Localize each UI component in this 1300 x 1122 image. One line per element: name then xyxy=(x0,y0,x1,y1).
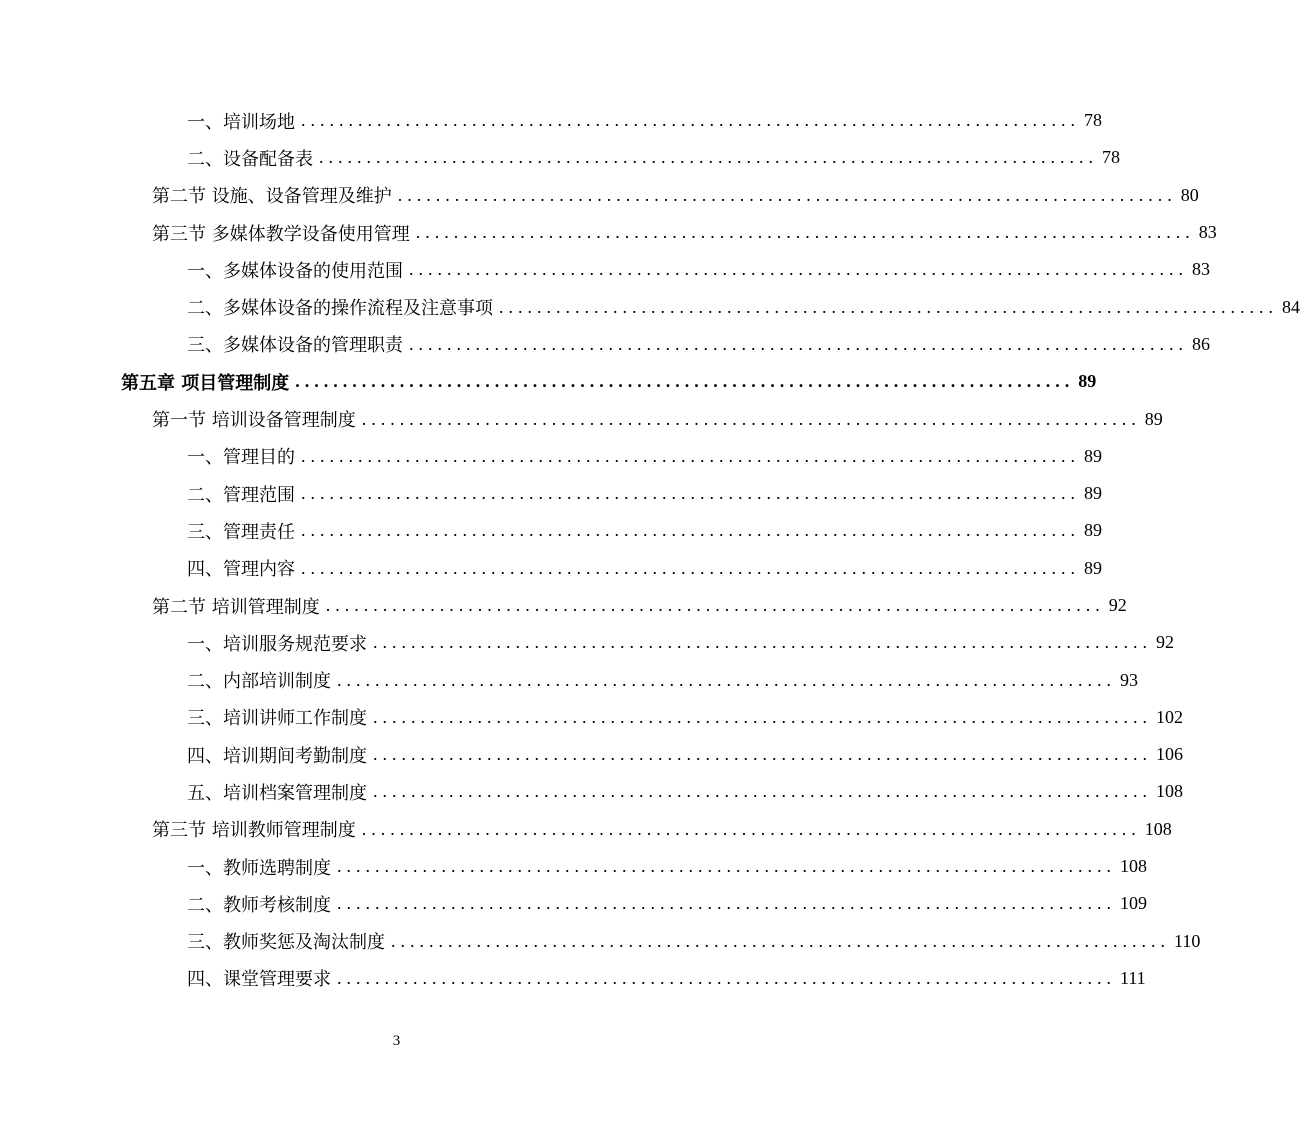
toc-entry[interactable] xyxy=(0,624,1174,661)
toc-entry-title: 第三节 培训教师管理制度 xyxy=(152,820,356,842)
dot-leader: .................................................................................. xyxy=(337,669,1116,690)
toc-entry-title: 第五章 项目管理制度 xyxy=(121,372,290,394)
toc-entry[interactable] xyxy=(0,923,1201,960)
toc-entry-title: 一、培训场地 xyxy=(187,111,295,133)
dot-leader: .................................................................................. xyxy=(409,333,1188,354)
toc-entry-title: 二、内部培训制度 xyxy=(187,671,331,693)
toc-entry-title: 二、多媒体设备的操作流程及注意事项 xyxy=(187,298,493,320)
toc-entry-title: 三、管理责任 xyxy=(187,521,295,543)
toc-entry-page: 108 xyxy=(1156,781,1183,802)
toc-entry[interactable] xyxy=(0,773,1183,810)
dot-leader: .................................................................................. xyxy=(319,147,1098,168)
toc-entry-page: 106 xyxy=(1156,744,1183,765)
dot-leader: .................................................................................. xyxy=(391,930,1170,951)
dot-leader: .................................................................................. xyxy=(397,184,1177,205)
toc-entry[interactable] xyxy=(0,960,1146,997)
toc-entry-title: 二、设备配备表 xyxy=(187,148,313,170)
toc-entry-page: 86 xyxy=(1192,333,1210,354)
toc-entry[interactable] xyxy=(0,438,1102,475)
toc-entry-title: 四、课堂管理要求 xyxy=(187,969,331,991)
toc-entry[interactable] xyxy=(0,811,1172,848)
dot-leader: .................................................................................. xyxy=(415,222,1195,243)
dot-leader: .................................................................................. xyxy=(373,781,1152,802)
dot-leader: .................................................................................. xyxy=(337,856,1116,877)
dot-leader: .................................................................................. xyxy=(373,706,1152,727)
toc-entry-page: 89 xyxy=(1084,445,1102,466)
toc-entry[interactable] xyxy=(0,848,1147,885)
dot-leader: .................................................................................. xyxy=(295,371,1075,392)
toc-entry-page: 93 xyxy=(1120,669,1138,690)
toc-entry-page: 109 xyxy=(1120,893,1147,914)
table-of-contents xyxy=(0,102,1300,997)
toc-entry-page: 83 xyxy=(1198,222,1217,243)
toc-entry-title: 一、管理目的 xyxy=(187,447,295,469)
toc-entry-page: 92 xyxy=(1156,632,1174,653)
toc-entry-title: 三、培训讲师工作制度 xyxy=(187,708,367,730)
toc-entry-page: 92 xyxy=(1108,595,1127,615)
toc-entry-title: 一、培训服务规范要求 xyxy=(187,633,367,655)
toc-entry[interactable] xyxy=(0,587,1127,624)
toc-entry-title: 五、培训档案管理制度 xyxy=(187,782,367,804)
toc-entry-page: 89 xyxy=(1144,408,1163,429)
dot-leader: .................................................................................. xyxy=(301,483,1080,504)
toc-entry[interactable] xyxy=(0,736,1183,773)
toc-entry-page: 108 xyxy=(1120,856,1147,877)
dot-leader: .................................................................................. xyxy=(409,259,1188,280)
dot-leader: .................................................................................. xyxy=(361,408,1141,429)
toc-entry-page: 110 xyxy=(1174,930,1201,951)
toc-entry-title: 第二节 培训管理制度 xyxy=(152,596,320,618)
toc-entry-title: 四、管理内容 xyxy=(187,559,295,581)
dot-leader: .................................................................................. xyxy=(373,744,1152,765)
toc-entry-title: 四、培训期间考勤制度 xyxy=(187,745,367,767)
toc-entry-page: 80 xyxy=(1180,184,1199,205)
toc-entry-title: 三、多媒体设备的管理职责 xyxy=(187,335,403,357)
toc-entry-title: 三、教师奖惩及淘汰制度 xyxy=(187,932,385,954)
toc-chapter-entry[interactable] xyxy=(0,363,1097,400)
toc-entry-page: 89 xyxy=(1078,371,1097,392)
dot-leader: .................................................................................. xyxy=(361,818,1141,839)
toc-entry-page: 89 xyxy=(1084,520,1102,541)
toc-entry-page: 78 xyxy=(1084,110,1102,131)
toc-entry-page: 89 xyxy=(1084,483,1102,504)
toc-entry-page: 83 xyxy=(1192,259,1210,280)
toc-entry[interactable] xyxy=(0,326,1210,363)
toc-entry[interactable] xyxy=(0,177,1199,214)
dot-leader: .................................................................................. xyxy=(499,296,1278,317)
toc-entry-title: 一、多媒体设备的使用范围 xyxy=(187,260,403,282)
dot-leader: .................................................................................. xyxy=(325,595,1105,615)
toc-entry-title: 第三节 多媒体教学设备使用管理 xyxy=(152,223,410,245)
toc-entry[interactable] xyxy=(0,251,1210,288)
toc-entry[interactable] xyxy=(0,139,1120,176)
toc-entry[interactable] xyxy=(0,885,1147,922)
dot-leader: .................................................................................. xyxy=(301,557,1080,578)
toc-entry[interactable] xyxy=(0,475,1102,512)
toc-entry[interactable] xyxy=(0,400,1163,437)
page-number: 3 xyxy=(392,1033,401,1049)
toc-entry[interactable] xyxy=(0,214,1217,251)
toc-entry-page: 84 xyxy=(1282,296,1300,317)
dot-leader: .................................................................................. xyxy=(373,632,1152,653)
dot-leader: .................................................................................. xyxy=(301,445,1080,466)
dot-leader: .................................................................................. xyxy=(337,893,1116,914)
toc-entry-title: 二、教师考核制度 xyxy=(187,894,331,916)
toc-entry[interactable] xyxy=(0,699,1183,736)
toc-entry-page: 111 xyxy=(1120,967,1146,988)
dot-leader: .................................................................................. xyxy=(337,967,1116,988)
toc-entry-title: 二、管理范围 xyxy=(187,484,295,506)
toc-entry-title: 第二节 设施、设备管理及维护 xyxy=(152,186,392,208)
toc-entry[interactable] xyxy=(0,550,1102,587)
toc-entry-page: 108 xyxy=(1144,818,1172,839)
toc-entry-page: 102 xyxy=(1156,706,1183,727)
toc-entry[interactable] xyxy=(0,102,1102,139)
toc-entry[interactable] xyxy=(0,661,1138,698)
toc-entry-page: 78 xyxy=(1102,147,1120,168)
toc-entry-title: 一、教师选聘制度 xyxy=(187,857,331,879)
dot-leader: .................................................................................. xyxy=(301,110,1080,131)
toc-entry-title: 第一节 培训设备管理制度 xyxy=(152,410,356,432)
dot-leader: .................................................................................. xyxy=(301,520,1080,541)
toc-entry-page: 89 xyxy=(1084,557,1102,578)
toc-entry[interactable] xyxy=(0,288,1300,325)
toc-entry[interactable] xyxy=(0,512,1102,549)
